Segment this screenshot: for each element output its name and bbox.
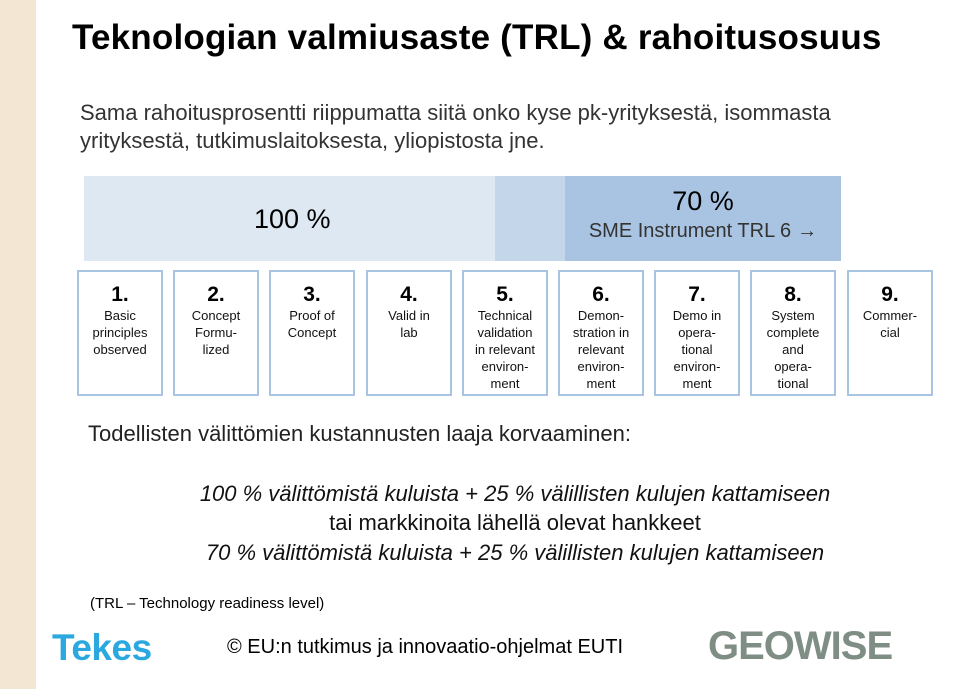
- sme-instrument-label: [565, 220, 841, 243]
- trl-level-description: Technical validation in relevant environ- ment: [475, 308, 535, 391]
- left-decor-strip: [0, 0, 36, 689]
- costs-heading: Todellisten välittömien kustannusten laaja korvaaminen:: [88, 421, 631, 446]
- funding-100-label: 100 %: [254, 204, 331, 234]
- trl-level-number: 8.: [784, 283, 802, 306]
- trl-level-box: [77, 270, 163, 396]
- slide-title: Teknologian valmiusaste (TRL) & rahoitusosuus: [72, 18, 882, 57]
- trl-level-box: [847, 270, 933, 396]
- trl-level-number: 2.: [207, 283, 225, 306]
- trl-level-description: Commer- cial: [862, 308, 918, 340]
- arrow-right-icon: →: [797, 220, 818, 242]
- trl-level-box: [366, 270, 452, 396]
- geowise-logo: GEOWISE: [708, 624, 893, 668]
- trl-level-description: Basic principles observed: [92, 308, 148, 357]
- trl-level-description: Demon- stration in relevant environ- ment: [572, 308, 630, 391]
- cost-line-1: 100 % välittömistä kuluista + 25 % välillisten kulujen kattamiseen: [199, 481, 831, 506]
- cost-line-2: tai markkinoita lähellä olevat hankkeet: [329, 510, 701, 535]
- slide-subtitle: Sama rahoitusprosentti riippumatta siitä onko kyse pk-yrityksestä, isommasta yrityksestä, tutkimuslaitoksesta, yliopistosta jne.: [80, 100, 831, 153]
- copyright-text: © EU:n tutkimus ja innovaatio-ohjelmat EUTI: [227, 636, 624, 658]
- tekes-logo: Tekes: [52, 627, 152, 668]
- trl-level-number: 9.: [881, 283, 899, 306]
- trl-footnote: (TRL – Technology readiness level): [90, 595, 325, 612]
- trl-level-number: 1.: [111, 283, 129, 306]
- cost-line-3: 70 % välittömistä kuluista + 25 % välillisten kulujen kattamiseen: [205, 540, 825, 565]
- trl-level-number: 3.: [303, 283, 321, 306]
- trl-level-box: [558, 270, 644, 396]
- sme-instrument-text: SME Instrument TRL 6: [588, 220, 792, 242]
- funding-band-transition: [495, 176, 565, 261]
- trl-level-number: 6.: [592, 283, 610, 306]
- trl-level-box: [750, 270, 836, 396]
- trl-level-description: Proof of Concept: [287, 308, 337, 340]
- funding-70-label: 70 %: [672, 186, 734, 216]
- trl-level-box: [654, 270, 740, 396]
- trl-level-description: System complete and opera- tional: [766, 308, 820, 391]
- trl-level-box: [269, 270, 355, 396]
- trl-level-description: Valid in lab: [388, 308, 430, 340]
- trl-level-number: 4.: [400, 283, 418, 306]
- trl-level-box: [173, 270, 259, 396]
- trl-level-number: 5.: [496, 283, 514, 306]
- trl-level-number: 7.: [688, 283, 706, 306]
- trl-levels-row: [77, 270, 940, 400]
- trl-level-box: [462, 270, 548, 396]
- trl-level-description: Concept Formu- lized: [191, 308, 241, 357]
- trl-level-description: Demo in opera- tional environ- ment: [672, 308, 722, 391]
